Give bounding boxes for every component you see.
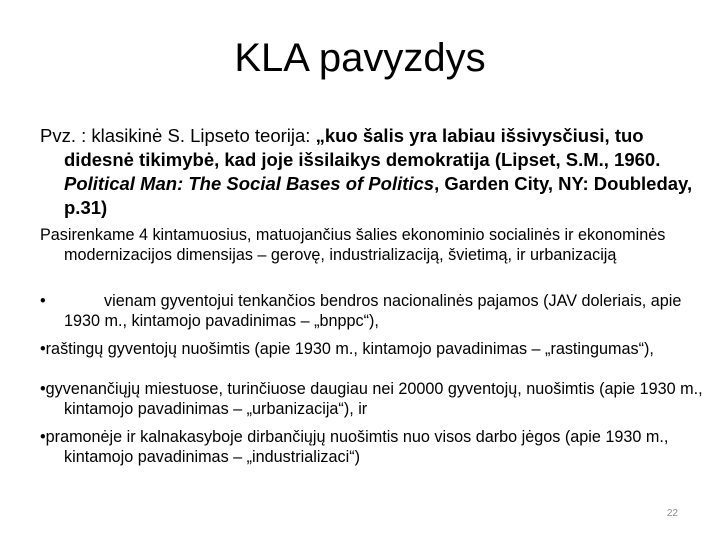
variables-intro-paragraph: Pasirenkame 4 kintamuosius, matuojančius šalies ekonominio socialinės ir ekonominės modernizacijos dimensijas – gerovę, industrializaciją, švietimą, ir urbanizaciją — [40, 226, 666, 264]
book-title: Political Man: The Social Bases of Politics — [64, 173, 435, 194]
bullet-marker: • — [40, 380, 46, 398]
bullet-item-industrialization — [40, 428, 704, 467]
bullet-text: raštingų gyventojų nuošimtis (apie 1930 m., kintamojo pavadinimas – „rastingumas“), — [45, 340, 654, 358]
bullet-item-urbanization — [40, 380, 704, 419]
bullet-text: pramonėje ir kalnakasyboje dirbančiųjų nuošimtis nuo visos darbo jėgos (apie 1930 m., kintamojo pavadinimas – „industrializaci“) — [45, 428, 669, 466]
bullet-marker: • — [40, 340, 46, 358]
slide-title: KLA pavyzdys — [234, 36, 486, 80]
lipset-theory-paragraph — [40, 124, 704, 220]
bullet-text: gyvenančiųjų miestuose, turinčiuose daugiau nei 20000 gyventojų, nuošimtis (apie 1930 m., kintamojo pavadinimas – „urbanizacija“), ir — [45, 380, 703, 418]
bullet-item-income — [40, 292, 704, 331]
bullet-marker: • — [40, 292, 46, 310]
bullet-marker: • — [40, 428, 46, 446]
bullet-item-literacy — [40, 340, 704, 360]
bullet-text: vienam gyventojui tenkančios bendros nacionalinės pajamos (JAV doleriais, apie 1930 m., kintamojo pavadinimas – „bnppc“), — [64, 292, 682, 330]
paragraph-prefix: Pvz. : klasikinė S. Lipseto teorija: — [40, 125, 316, 146]
page-number: 22 — [666, 508, 678, 519]
theory-quote: „kuo šalis yra labiau išsivysčiusi, tuo didesnė tikimybė, kad joje išsilaikys demokratija (Lipset, S.M., 1960. — [64, 125, 661, 170]
citation-suffix: , Garden City, NY: Doubleday, p.31) — [64, 173, 693, 218]
